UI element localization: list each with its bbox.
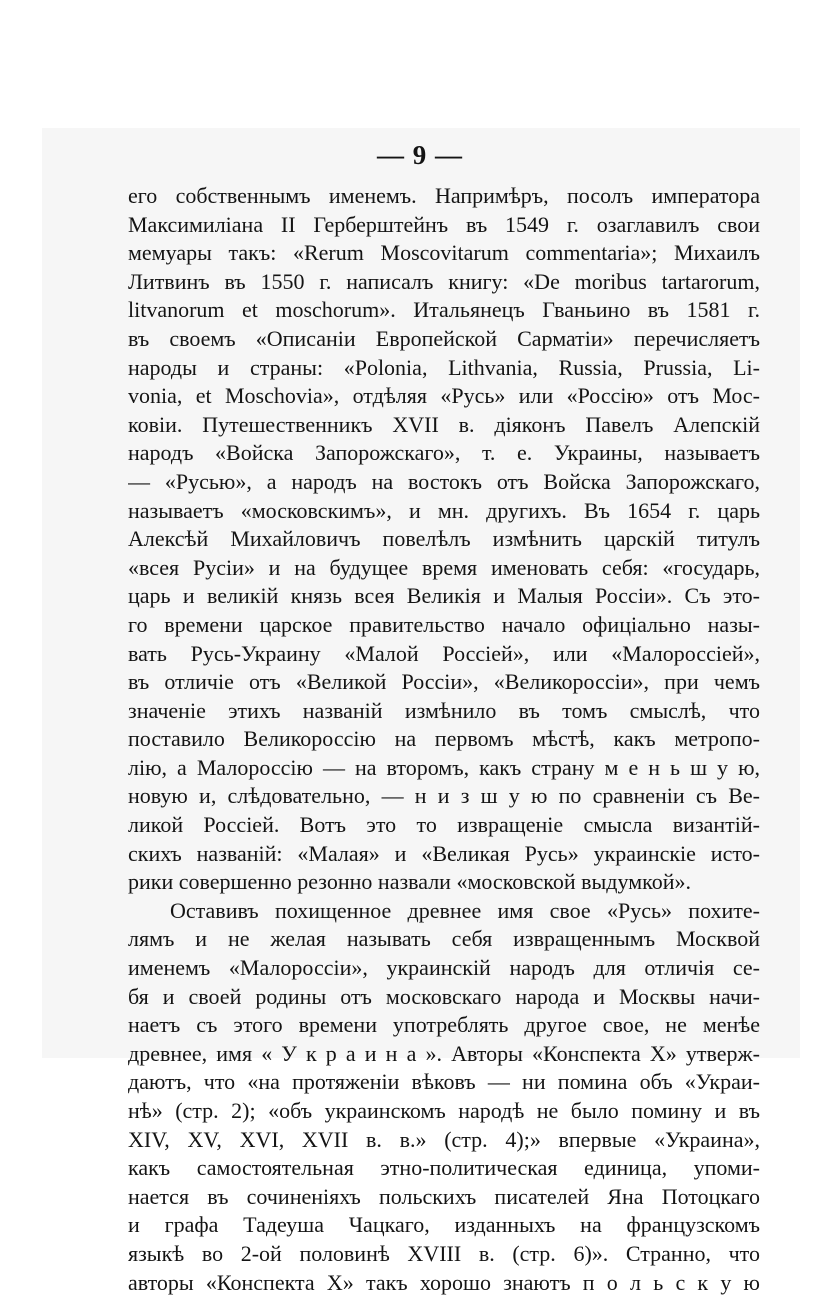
text-line: его собственнымъ именемъ. Напримѣръ, посолъ императора [128,183,760,208]
text-line: — «Русью», а народъ на востокъ отъ Войска Запорожскаго, [128,468,760,494]
text-line: бя и своей родины отъ московскаго народа и Москвы начи- [128,983,760,1009]
paragraph-start-line: Оставивъ похищенное древнее имя свое «Русь» похите- [170,897,760,923]
text-line: народы и страны: «Polonia, Lithvania, Russia, Prussia, Li- [128,354,760,380]
text-line: древнее, имя « У к р а и н а ». Авторы «Конспекта X» утверж- [128,1040,760,1066]
text-line: го времени царское правительство начало офиціально назы- [128,611,760,637]
text-line: скихъ названій: «Малая» и «Великая Русь» украинскіе исто- [128,840,760,866]
text-line: вать Русь-Украину «Малой Россіей», или «Малороссіей», [128,640,760,666]
text-line: какъ самостоятельная этно-политическая единица, упоми- [128,1155,760,1181]
text-line: лію, а Малороссію — на второмъ, какъ страну м е н ь ш у ю, [128,754,760,780]
text-line: называетъ «московскимъ», и мн. другихъ. Въ 1654 г. царь [128,497,760,523]
body-text [128,182,760,1297]
text-line: Максимиліана II Герберштейнъ въ 1549 г. озаглавилъ свои [128,211,760,237]
text-line: XIV, XV, XVI, XVII в. в.» (стр. 4);» впервые «Украина», [128,1126,760,1152]
text-line: въ своемъ «Описаніи Европейской Сарматіи» перечисляетъ [128,325,760,351]
text-line: лямъ и не желая называть себя извращеннымъ Москвой [128,926,760,952]
text-line: мемуары такъ: «Rerum Moscovitarum commentaria»; Михаилъ [128,240,760,266]
text-line: «всея Русіи» и на будущее время именовать себя: «государь, [128,554,760,580]
text-line: авторы «Конспекта X» такъ хорошо знаютъ п о л ь с к у ю [128,1269,760,1295]
text-line: поставило Великороссію на первомъ мѣстѣ, какъ метропо- [128,726,760,752]
text-line: значеніе этихъ названій измѣнило въ томъ смыслѣ, что [128,697,760,723]
text-line: народъ «Войска Запорожскаго», т. е. Украины, называетъ [128,440,760,466]
text-line: vonia, et Moschovia», отдѣляя «Русь» или «Россію» отъ Мос- [128,383,760,409]
text-line: Алексѣй Михайловичъ повелѣлъ измѣнить царскій титулъ [128,526,760,552]
text-line: новую и, слѣдовательно, — н и з ш у ю по сравненіи съ Ве- [128,783,760,809]
text-line: Литвинъ въ 1550 г. написалъ книгу: «De moribus tartarorum, [128,268,760,294]
page-number: — 9 — [377,140,463,170]
paragraph-end-line: рики совершенно резонно назвали «московской выдумкой». [128,869,691,895]
text-line: наетъ съ этого времени употреблять другое свое, не менѣе [128,1012,760,1038]
text-line: нается въ сочиненіяхъ польскихъ писателей Яна Потоцкаго [128,1183,760,1209]
text-line: царь и великій князь всея Великія и Малыя Россіи». Съ это- [128,583,760,609]
text-line: нѣ» (стр. 2); «объ украинскомъ народѣ не было помину и въ [128,1098,760,1123]
text-line: именемъ «Малороссіи», украинскій народъ для отличія се- [128,955,760,981]
text-line: даютъ, что «на протяженіи вѣковъ — ни помина объ «Украи- [128,1069,760,1095]
text-line: ковіи. Путешественникъ XVII в. діяконъ Павелъ Алепскій [128,411,760,437]
text-line: ликой Россіей. Вотъ это то извращеніе смысла византій- [128,812,760,838]
text-line: въ отличіе отъ «Великой Россіи», «Великороссіи», при чемъ [128,669,760,695]
text-line: litvanorum et moschorum». Итальянецъ Гваньино въ 1581 г. [128,297,760,323]
text-line: языкѣ во 2-ой половинѣ XVIII в. (стр. 6)». Странно, что [128,1240,760,1266]
text-line: и графа Тадеуша Чацкаго, изданныхъ на французскомъ [128,1212,760,1238]
